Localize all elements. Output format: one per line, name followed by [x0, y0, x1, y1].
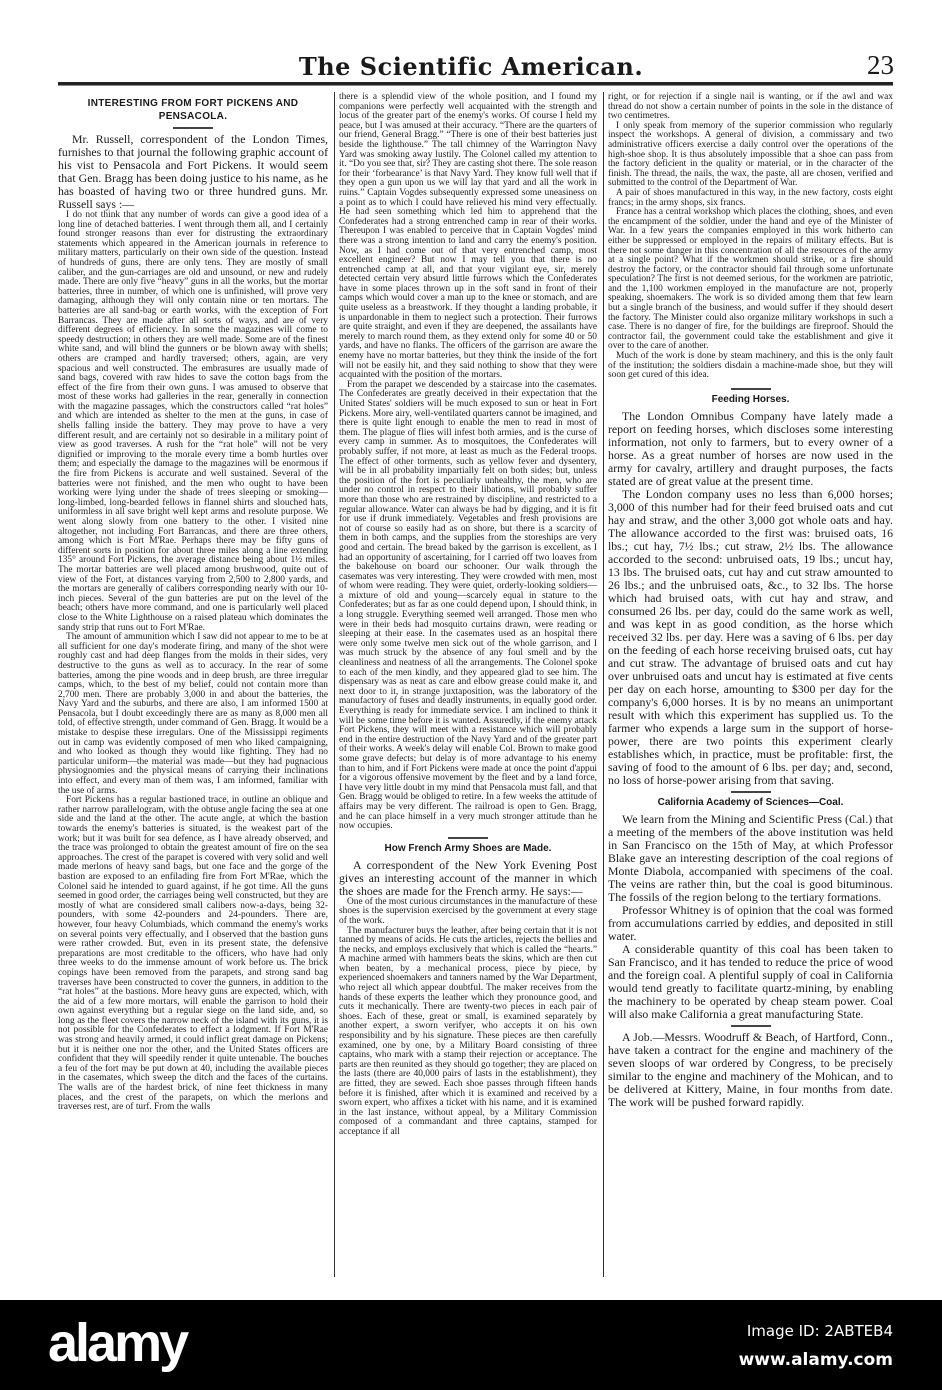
- ornament-divider: [731, 791, 771, 793]
- paragraph: The amount of ammunition which I saw did not appear to me to be at all sufficient for one day's moderate firing, and many of the shot were roughly cast and had deep flanges from the molds in their sides, very destructive to the guns as well as to accuracy. In the rear of some batteries, among the pine woods and in deep brush, are three irregular camps, which, to the best of my belief, could not contain more than 2,700 men. There are probably 3,000 in and about the batteries, the Navy Yard and the suburbs, and there are also, I am informed 1500 at Pensacola, but I doubt exceedingly there are as many as 8,000 men all told, of effective strength, under command of Gen. Bragg. It would be a mistake to despise these irregulars. One of the Mississippi regiments out in camp was evidently composed of men who liked campaigning, and who looked as though they would like fighting. They had no particular uniform—the material was made—but they had pugnacious physiognomies and the physical means of carrying their inclinations into effect, and every man of them was, I am informed, familiar with the use of arms.: [58, 632, 328, 796]
- paragraph: The manufacturer buys the leather, after being certain that it is not tanned by means of acids. He cuts the articles, rejects the bellies and the necks, and employs exclusively that which is called the “hearts.” A machine armed with hammers beats the skins, which are then cut when beaten, by a mechanical process, piece by piece, by experienced shoemakers and tanners named by the War Department, who reject all which appear doubtful. The maker receives from the hands of these experts the leather which they pronounce good, and cuts it mechanically. There are twenty-two pieces in each pair of shoes. Each of these, great or small, is examined separately by another expert, a sworn verifyer, who accepts it on his own responsibility and by his signature. These pieces are then carefully examined, one by one, by a Military Board consisting of three captains, who mark with a stamp their rejection or acceptance. The parts are then reunited as they should go together; they are placed on the lasts (there are 40,000 pairs of lasts in the establishment), they are fitted, they are sewed. Each shoe passes through fifteen hands before it is finished, after which it is examined and received by a sworn expert, who affixes a ticket with his name, and it is examined in the last instance, without appeal, by a Military Commission composed of a commandant and three captains, stamped for acceptance if all: [339, 925, 597, 1137]
- newspaper-title: The Scientific American.: [298, 52, 644, 81]
- paragraph: Professor Whitney is of opinion that the coal was formed from accumulations carried by eddies, and deposited in still water.: [608, 902, 893, 943]
- paragraph: The London company uses no less than 6,000 horses; 3,000 of this number had for their feed bruised oats and cut hay and straw, and the other 3,000 got whole oats and hay. The allowance accorded to the first was: bruised oats, 16 lbs.; cut hay, 7½ lbs.; cut straw, 2½ lbs. The allowance accorded to the second: unbruised oats, 19 lbs.; uncut hay, 13 lbs. The bruised oats, cut hay and cut straw amounted to 26 lbs.; and the unbruised oats, &c., to 32 lbs. The horse which had bruised oats, with cut hay and straw, and consumed 26 lbs. per day, could do the same work as well, and was kept in as good condition, as the horse which received 32 lbs. per day. Here was a saving of 6 lbs. per day on the feeding of each horse receiving bruised oats, cut hay and cut straw. The advantage of bruised oats and cut hay over unbruised oats and uncut hay is estimated at five cents per day on each horse, amounting to $300 per day for the company's 6,000 horses. It is by no means an unimportant result with which this experiment has supplied us. To the farmer who expends a large sum in the support of horse-power, there are two points this experiment clearly establishes which, in practice, must be profitable: first, the saving of food to the amount of 6 lbs. per day; and, second, no loss of horse-power arising from that saving.: [608, 486, 893, 787]
- article-heading-fort-pickens: INTERESTING FROM FORT PICKENS AND PENSACOLA.: [87, 98, 299, 122]
- article-heading-california-coal: California Academy of Sciences—Coal.: [657, 796, 844, 808]
- paragraph: A considerable quantity of this coal has been taken to San Francisco, and it has tended to reduce the price of wood and the foreign coal. A plentiful supply of coal in California would tend greatly to facilitate quartz-mining, by enabling the machinery to be operated by cheap steam power. Coal will also make California a great manufacturing State.: [608, 941, 893, 1021]
- column-3: [608, 93, 893, 1109]
- image-id: Image ID: 2ABTEB4: [746, 1322, 893, 1340]
- header-rule: [58, 82, 893, 86]
- paragraph: A pair of shoes manufactured in this way, in the new factory, costs eight francs; in the army shops, six francs.: [608, 187, 893, 208]
- site-url: www.alamy.com: [738, 1350, 893, 1370]
- ornament-divider: [173, 127, 213, 129]
- column-divider: [603, 92, 604, 1277]
- paragraph: I only speak from memory of the superior commission who regularly inspect the workshops. A general of division, a commissary and two administrative officers exercise a daily control over the operations of the high-shoe shop. It is thus absolutely impossible that a shoe can pass from the factory deficient in the quality or material, or in the character of the finish. The thread, the nails, the wax, the paste, all are chosen, verified and submitted to the control of the Department of War.: [608, 120, 893, 189]
- paragraph: right, or for rejection if a single nail is wanting, or if the awl and wax thread do not show a certain number of points in the sole in the distance of two centimetres.: [608, 92, 893, 122]
- article-lead: Mr. Russell, correspondent of the London Times, furnishes to that journal the following graphic account of his vist to Pensacola and Fort Pickens. It would seem that Gen. Bragg has been doing justice to his name, as he has boasted of having two or three hundred guns. Mr. Russell says :—: [58, 132, 328, 211]
- paragraph: One of the most curious circumstances in the manufacture of these shoes is the supervision exercised by the government at every stage of the work.: [339, 896, 597, 926]
- paragraph: We learn from the Mining and Scientific Press (Cal.) that a meeting of the members of the above institution was held in San Francisco on the 15th of May, at which Professor Blake gave an interesting description of the coal regions of Monte Diabola, accompanied with specimens of the coal. The veins are rather thin, but the coal is good bituminous. The fossils of the region belong to the tertiary formations.: [608, 811, 893, 904]
- paragraph: I do not think that any number of words can give a good idea of a long line of detached batteries. I went through them all, and I certainly found stronger reasons than ever for distrusting the extraordinary statements which appeared in the American journals in reference to military matters, particularly on their own side of the question. Instead of hundreds of guns, there are only tens. They are mostly of small caliber, and the gun-carriages are old and unsound, or new and rudely made. There are only five “heavy” guns in all the works, but the mortar batteries, three in number, of which one is unfinished, will prove very damaging, although they will only contain nine or ten mortars. The batteries are all sand-bag or earth works, with the exception of Fort Barrancas. They are made after all sorts of ways, and are of very different degrees of efficiency. In some the magazines will come to speedy destruction; in others they are well made. Some are of the finest white sand, and will blind the gunners or be blown away with shells; others are cramped and hardly traversed; others, again, are very spacious and well constructed. The embrasures are usually made of sand bags, covered with raw hides to save the cotton bags from the effect of the fire from their own guns. I was amused to observe that most of these works had galleries in the rear, generally in connection with the magazine passages, which the constructors called “rat holes” and which are intended as shelter to the men at the guns, in case of shells falling inside the battery. They may prove to have a very different result, and are certainly not so desirable in a military point of view as good traverses. A rush for the “rat hole” will not be very dignified or improving to the morale every time a bomb hurtles over them; and especially the damage to the magazines will be enormous if the fire from Pickens is accurate and well sustained. Several of the batteries were not finished, and the men who ought to have been working were lying under the shade of trees sleeping or smoking—long-limbed, long-bearded fellows in flannel shirts and slouched hats, uniformless in all save bright well kept arms and resolute purpose. We went along slowly from one battery to the other. I visited nine altogether, not including Fort Barrancas, and there are three others, among which is Fort M'Rae. Perhaps there may be fifty guns of different sorts in position for about three miles along a line extending 135° around Fort Pickens, the average distance being about 1½ miles. The mortar batteries are well placed among brushwood, quite out of view of the Fort, at distances varying from 2,500 to 2,800 yards, and the mortars are generally of calibers corresponding nearly with our 10-inch pieces. Several of the gun batteries are put on the level of the beach; others have more command, and one is particularly well placed close to the White Lighthouse on a raised plateau which dominates the sandy strip that runs out to Fort M'Rae.: [58, 210, 328, 633]
- column-divider: [334, 92, 335, 1277]
- page-number: 23: [867, 50, 894, 80]
- paragraph: Much of the work is done by steam machinery, and this is the only fault of the institution; the soldiers disdain a machine-made shoe, but they will soon get cured of this idea.: [608, 351, 893, 381]
- paragraph: there is a splendid view of the whole position, and I found my companions were perfectly well acquainted with the strength and locus of the greater part of the enemy's works. Of course I held my peace, but I was amused at their accuracy. “There are the quarters of our friend, General Bragg.” “There is one of their best batteries just beside the lighthouse.” The tall chimney of the Warrington Navy Yard was smoking away lustily. The Colonel called my attention to it. “Do you see that, sir? They are casting shot there. The sole reason for their ‘forbearance’ is that Navy Yard. They know full well that if they open a gun upon us we will lay that yard and all the work in ruins.” Captain Vogdes subsequently expressed some uneasiness on a point as to which I could have relieved his mind very effectually. He had seen something which led him to apprehend that the Confederates had a strong entrenched camp in rear of their works. Thereupon I was enabled to perceive that in Captain Vogdes' mind there was a strong intention to land and carry the enemy's position. Now, as I had come out of that very entrenched camp, most excellent engineer? But now I may tell you that there is no entrenched camp at all, and that your vigilant eye, sir, merely detected certain very absurd little furrows which the Confederates have in some places thrown up in the soft sand in front of their camps which would cover a man up to the knee or stomach, and are quite useless as a breastwork. If they thought a landing probable, it is unpardonable in them to neglect such a protection. Their furrows are quite straight, and even if they are deepened, the assailants have merely to march round them, as they extend only for some 40 or 50 yards, and have no flanks. The officers of the garrison are aware the enemy have no mortar batteries, but they think the inside of the fort will not be easily hit, and they said nothing to show that they were acquainted with the position of the mortars.: [339, 92, 597, 381]
- column-1: [58, 93, 328, 1113]
- article-lead: A correspondent of the New York Evening Post gives an interesting account of the manner in which the shoes are made for the French army. He says:—: [339, 857, 597, 898]
- column-2: [339, 93, 597, 1138]
- masthead: [0, 52, 942, 82]
- paragraph: Fort Pickens has a regular bastioned trace, in outline an oblique and rather narrow parallelogram, with the obtuse angle facing the sea at one side and the land at the other. The acute angle, at which the bastion towards the enemy's batteries is situated, is the weakest part of the work; but it was built for sea defence, as I have already observed, and the trace was prolonged to obtain the greatest amount of fire on the sea approaches. The crest of the parapet is covered with very solid and well made merlons of heavy sand bags, but one face and the gorge of the bastion are exposed to an enfilading fire from Fort M'Rae, which the Colonel said he intended to guard against, if he got time. All the guns seemed in good order, the carriages being well constructed, but they are mostly of what are considered small calibers now-a-days, being 32-pounders, with some 42-pounders and 24-pounders. There are, however, four heavy Columbiads, which command the enemy's works on several points very effectually, and I observed that the bastion guns were rather crowded. But, even in its present state, the defensive preparations are most creditable to the officers, who have had only three weeks to do the immense amount of work before us. The brick copings have been removed from the parapets, and strong sand bag traverses have been constructed to cover the gunners, in addition to the “rat holes” at the bastions. More heavy guns are expected, which, with the aid of a few more mortars, will enable the garrison to hold their own against everything but a regular siege on the land side, and, so long as the fleet covers the narrow neck of the island with its guns, it is not possible for the Confederates to effect a lodgment. If Fort M'Rae was strong and heavily armed, it could inflict great damage on Pickens; but it is neither one nor the other, and the United States officers are confident that they will speedily render it quite untenable. The bouches a feu of the fort may be put down at 40, including the available pieces in the casemates, which sweep the ditch and the faces of the curtains. The walls are of the hardest brick, of nine feet thickness in many places, and the crest of the parapets, on which the merlons and traverses rest, are of turf. From the walls: [58, 795, 328, 1113]
- paragraph-job-notice: A Job.—Messrs. Woodruff & Beach, of Hartford, Conn., have taken a contract for the engine and machinery of the seven sloops of war ordered by Congress, to be precisely similar to the engine and machinery of the Mohican, and to be delivered at Kittery, Maine, in four months from date. The work will be pushed forward rapidly.: [608, 1029, 893, 1109]
- paragraph: France has a central workshop which places the clothing, shoes, and even the encampment of the soldier, under the hand and eye of the Minister of War. In a few years the companies employed in this work hitherto can either be suppressed or employed in the repairs of military effects. But is there not some danger in this concentration of all the resources of the army at a single point? What if the workmen should strike, or a fire should destroy the factory, or the contractor should fail through some unfortunate speculation? The first is not deemed serious, for the workmen are patriotic, and the 1,100 workmen employed in the manufacture are not, properly speaking, shoemakers. The work is so divided among them that few learn but a single branch of the business, and would suffer if they should desert the factory. The Minister could also organize military workshops in such a case. There is no danger of fire, for the buildings are fireproof. Should the contractor fail, the government could take the establishment and give it over to the care of another.: [608, 207, 893, 352]
- alamy-logo: alamy: [48, 1313, 187, 1373]
- ornament-divider: [731, 388, 771, 390]
- ornament-divider: [448, 837, 488, 839]
- paragraph: From the parapet we descended by a staircase into the casemates. The Confederates are greatly deceived in their expectation that the United States' soldiers will be much exposed to sun or heat in Fort Pickens. More airy, well-ventilated quarters cannot be imagined, and there is quite light enough to enable the men to read in most of them. The plague of flies will infest both armies, and is the curse of every camp in summer. As to mosquitoes, the Confederates will probably suffer, if not more, at least as much as the Federal troops. The effect of other torments, such as yellow fever and dysentery, will be in all probability impartially felt on both sides; but, unless the position of the fort is peculiarly unhealthy, the men, who are under no control in respect to their libations, will probably suffer more than those who are restrained by discipline, and restricted to a regular allowance. Water can always be had by digging, and it is fit for use if drunk immediately. Vegetables and fresh provisions are not of course so easily had as on shore, but there is a scarcity of them in both camps, and the supplies from the storeships are very good and certain. The bread baked by the garrison is excellent, as I had an opportunity of ascertaining, for I carried off two loaves from the bakehouse on board our schooner. Our walk through the casemates was very interesting. They were crowded with men, most of whom were reading. They were quiet, orderly-looking soldiers—a mixture of old and young—scarcely equal in stature to the Confederates; but as far as one could depend upon, I should think, in a long struggle. Everything seemed well arranged. Those men who were in their beds had mosquito curtains drawn, were reading or sleeping at their ease. In the casemates used as an hospital there were only some twelve men sick out of the whole garrison, and I was much struck by the absence of any foul smell and by the cleanliness and neatness of all the arrangements. The Colonel spoke to each of the men kindly, and they appeared glad to see him. The dispensary was as neat as care and elbow grease could make it, and next door to it, in strange juxtaposition, was the laboratory of the manufactory of fuses and deadly instruments, in equally good order. Everything is ready for immediate service. I am inclined to think it will be some time before it is wanted. Assuredly, if the enemy attack Fort Pickens, they will meet with a resistance which will probably end in the entire destruction of the Navy Yard and of the greater part of their works. A week's delay will enable Col. Brown to make good some grave defects; but delay is of more advantage to his enemy than to him, and if Fort Pickens were made at once the point d'appui for a vigorous offensive movement by the fleet and by a land force, I have very little doubt in my mind that Pensacola must fall, and that Gen. Bragg would be obliged to retire. In a few weeks the attitude of affairs may be very different. The railroad is open to Gen. Bragg, and he can place himself in a very much stronger attitude than he now occupies.: [339, 379, 597, 832]
- paragraph: The London Omnibus Company have lately made a report on feeding horses, which discloses some interesting information, not only to farmers, but to every owner of a horse. As a great number of horses are now used in the army for cavalry, artillery and draught purposes, the facts stated are of great value at the present time.: [608, 408, 893, 488]
- watermark-banner: [0, 1300, 942, 1390]
- article-heading-french-shoes: How French Army Shoes are Made.: [384, 842, 552, 854]
- article-heading-feeding-horses: Feeding Horses.: [711, 393, 790, 405]
- ornament-divider: [731, 1025, 771, 1027]
